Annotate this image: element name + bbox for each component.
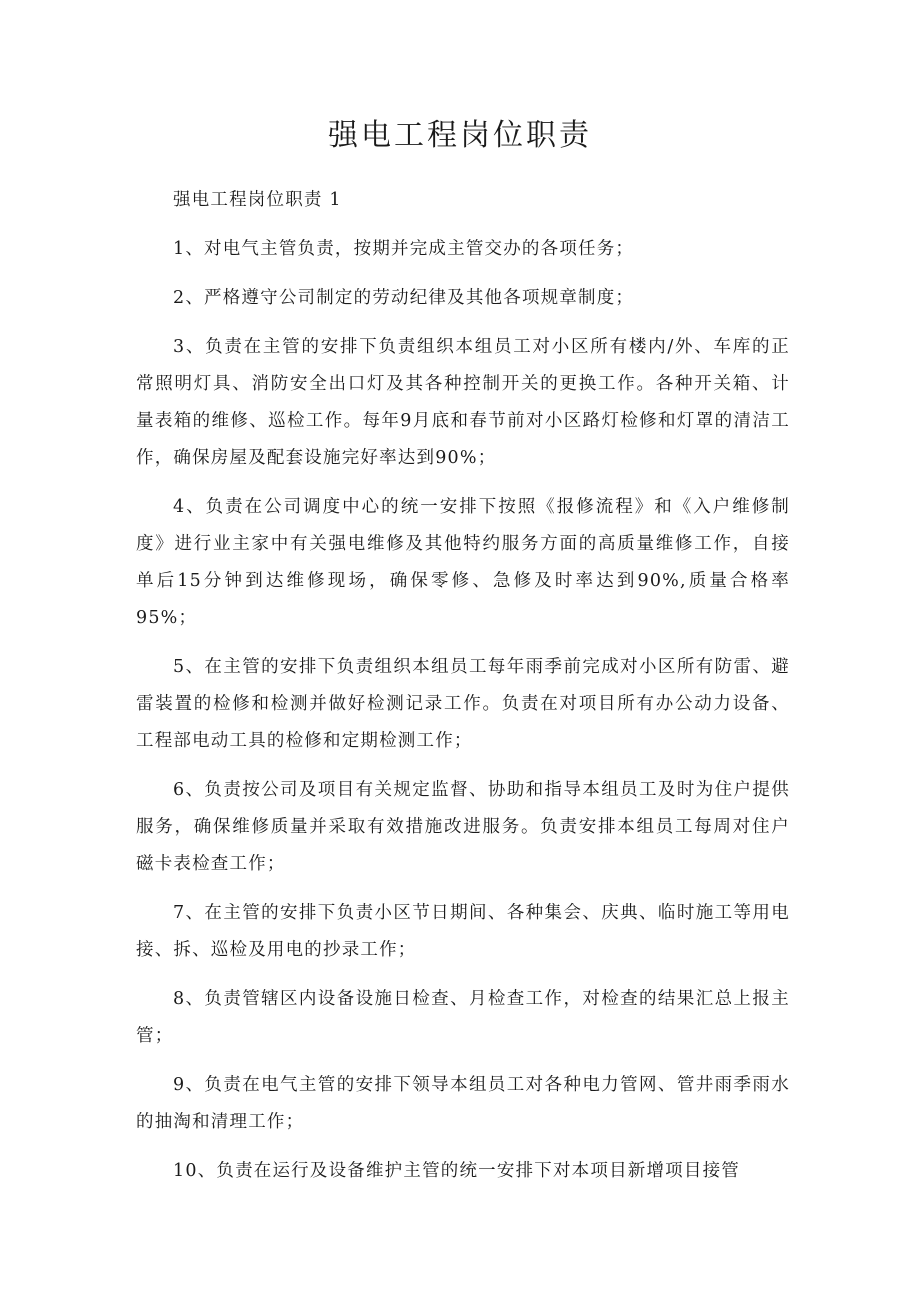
duty-item-6: 6、负责按公司及项目有关规定监督、协助和指导本组员工及时为住户提供服务，确保维修质量并采取有效措施改进服务。负责安排本组员工每周对住户磁卡表检查工作； — [136, 780, 790, 874]
duty-item-10: 10、负责在运行及设备维护主管的统一安排下对本项目新增项目接管 — [173, 1161, 740, 1181]
duty-item-9: 9、负责在电气主管的安排下领导本组员工对各种电力管网、管井雨季雨水的抽淘和清理工作； — [136, 1075, 790, 1132]
duty-item-4: 4、负责在公司调度中心的统一安排下按照《报修流程》和《入户维修制度》进行业主家中有关强电维修及其他特约服务方面的高质量维修工作，自接单后15分钟到达维修现场，确保零修、急修及时率达到90%,质量合格率95%； — [136, 497, 790, 628]
duty-item-7: 7、在主管的安排下负责小区节日期间、各种集会、庆典、临时施工等用电接、拆、巡检及用电的抄录工作； — [136, 903, 790, 960]
duty-item-2: 2、严格遵守公司制定的劳动纪律及其他各项规章制度； — [173, 288, 635, 308]
duty-item-1: 1、对电气主管负责，按期并完成主管交办的各项任务； — [173, 239, 635, 259]
page-title: 强电工程岗位职责 — [328, 118, 592, 153]
section-heading: 强电工程岗位职责 1 — [173, 190, 342, 210]
document-body — [136, 182, 790, 1202]
duty-item-5: 5、在主管的安排下负责组织本组员工每年雨季前完成对小区所有防雷、避雷装置的检修和检测并做好检测记录工作。负责在对项目所有办公动力设备、工程部电动工具的检修和定期检测工作； — [136, 657, 790, 751]
duty-item-3: 3、负责在主管的安排下负责组织本组员工对小区所有楼内/外、车库的正常照明灯具、消防安全出口灯及其各种控制开关的更换工作。各种开关箱、计量表箱的维修、巡检工作。每年9月底和春节前对小区路灯检修和灯罩的清洁工作，确保房屋及配套设施完好率达到90%； — [136, 337, 790, 468]
duty-item-8: 8、负责管辖区内设备设施日检查、月检查工作，对检查的结果汇总上报主管； — [136, 989, 790, 1046]
